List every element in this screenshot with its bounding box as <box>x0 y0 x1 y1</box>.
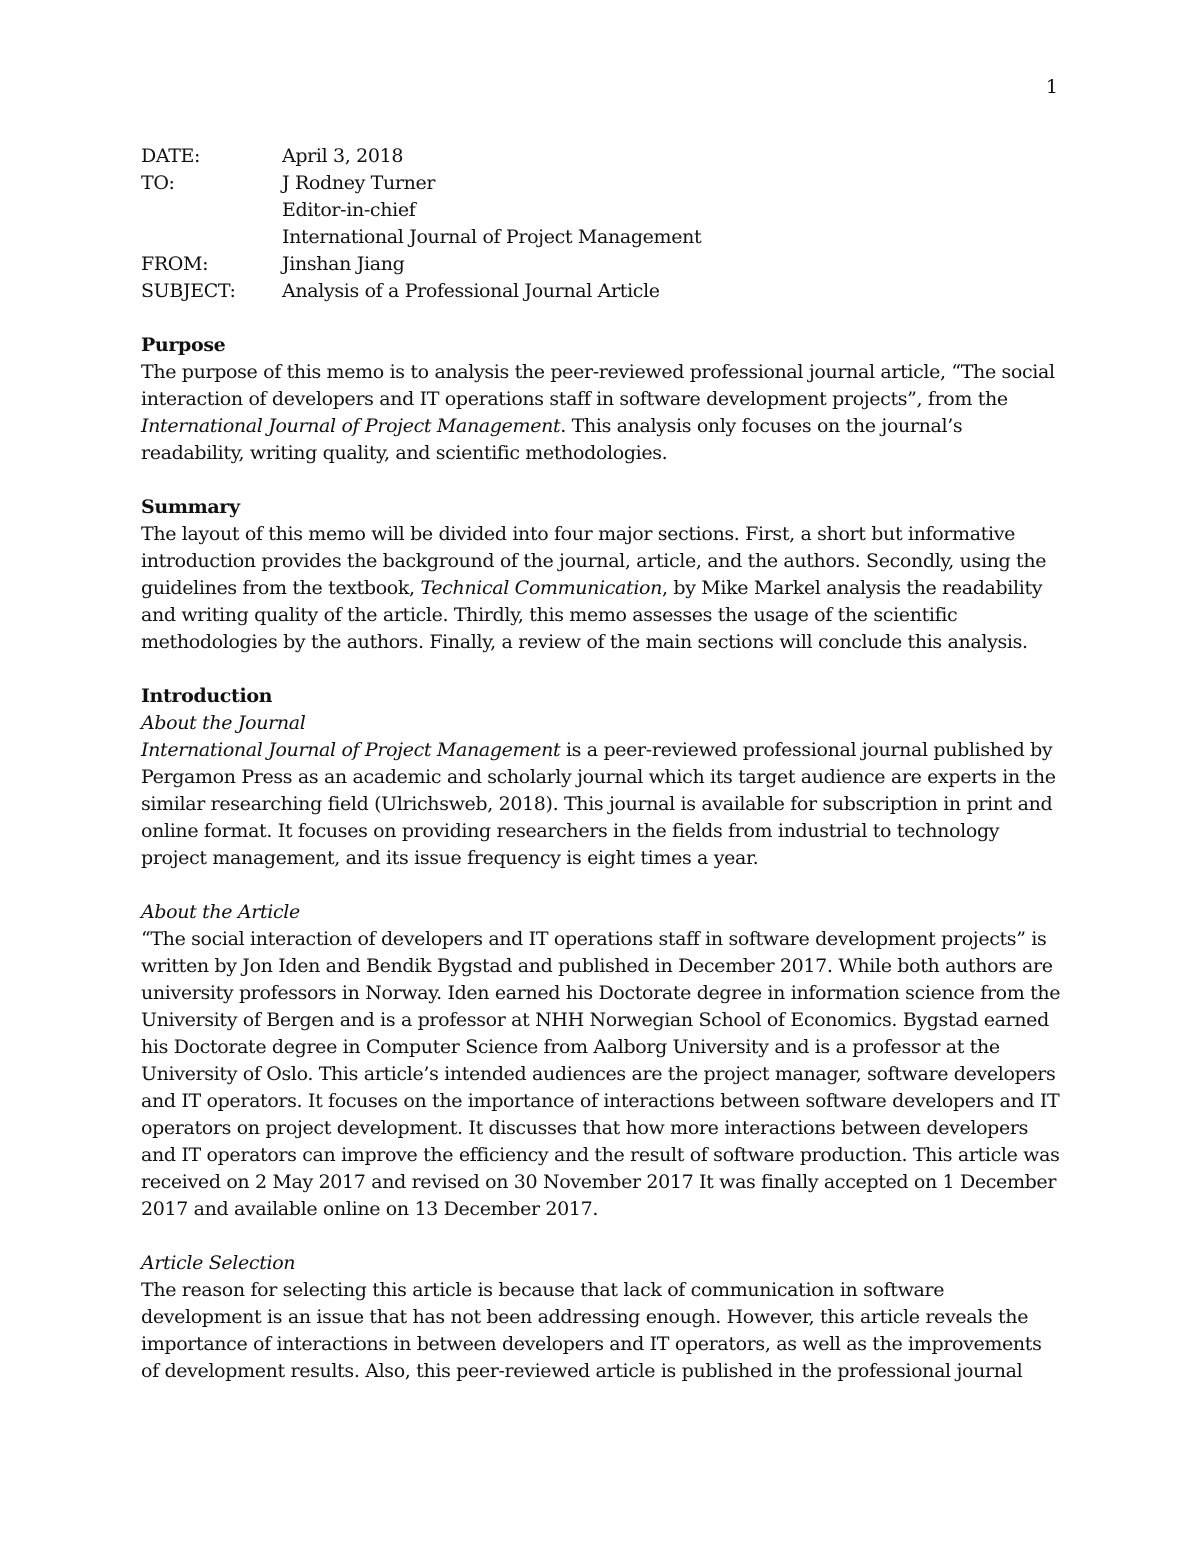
memo-to-row-2 <box>141 197 1063 224</box>
article-selection-heading: Article Selection <box>141 1252 296 1274</box>
memo-header <box>141 143 1063 305</box>
purpose-text-part-1: The purpose of this memo is to analysis the peer-reviewed professional journal article, “The social interaction of developers and IT operations staff in software development projects”, from the <box>141 361 1055 410</box>
memo-date-row <box>141 143 1063 170</box>
from-value: Jinshan Jiang <box>282 253 405 275</box>
purpose-paragraph <box>141 359 1063 467</box>
memo-to-row <box>141 170 1063 197</box>
about-journal-text: is a peer-reviewed professional journal published by Pergamon Press as an academic and scholarly journal which its target audience are experts in the similar researching field (Ulrichsweb, 2018). This journal is available for subscription in print and online format. It focuses on providing researchers in the fields from industrial to technology project management, and its issue frequency is eight times a year. <box>141 739 1056 869</box>
to-recipient-name: J Rodney Turner <box>282 172 436 194</box>
summary-heading: Summary <box>141 496 240 518</box>
page-number: 1 <box>1045 76 1058 98</box>
purpose-text-part-2: . This analysis only focuses on the journal’s readability, writing quality, and scientific methodologies. <box>141 415 963 464</box>
purpose-section <box>141 332 1063 467</box>
about-article-paragraph: “The social interaction of developers and IT operations staff in software development projects” is written by Jon Iden and Bendik Bygstad and published in December 2017. While both authors are university professors in Norway. Iden earned his Doctorate degree in information science from the University of Bergen and is a professor at NHH Norwegian School of Economics. Bygstad earned his Doctorate degree in Computer Science from Aalborg University and is a professor at the University of Oslo. This article’s intended audiences are the project manager, software developers and IT operators. It focuses on the importance of interactions between software developers and IT operators on project development. It discusses that how more interactions between developers and IT operators can improve the efficiency and the result of software production. This article was received on 2 May 2017 and revised on 30 November 2017 It was finally accepted on 1 December 2017 and available online on 13 December 2017. <box>141 928 1061 1220</box>
subject-label: SUBJECT: <box>141 280 236 302</box>
to-recipient-title: Editor-in-chief <box>282 199 416 221</box>
to-recipient-organization: International Journal of Project Management <box>282 226 702 248</box>
purpose-journal-name: International Journal of Project Management <box>141 415 561 437</box>
summary-textbook-name: Technical Communication <box>420 577 663 599</box>
summary-section <box>141 494 1063 656</box>
summary-text-part-1: The layout of this memo will be divided into four major sections. First, a short but informative introduction provides the background of the journal, article, and the authors. Secondly, using the guidelines from the textbook, <box>141 523 1047 599</box>
subject-value: Analysis of a Professional Journal Article <box>282 280 660 302</box>
date-label: DATE: <box>141 145 201 167</box>
memo-to-row-3 <box>141 224 1063 251</box>
to-label: TO: <box>141 172 175 194</box>
article-selection-paragraph: The reason for selecting this article is because that lack of communication in software development is an issue that has not been addressing enough. However, this article reveals the importance of interactions in between developers and IT operators, as well as the improvements of development results. Also, this peer-reviewed article is published in the professional journal <box>141 1279 1042 1382</box>
summary-paragraph <box>141 521 1063 656</box>
about-journal-name: International Journal of Project Management <box>141 739 561 761</box>
memo-content <box>141 143 1063 1385</box>
memo-from-row <box>141 251 1063 278</box>
about-journal-paragraph <box>141 737 1063 872</box>
introduction-heading: Introduction <box>141 685 273 707</box>
summary-text-part-2: , by Mike Markel analysis the readability and writing quality of the article. Thirdly, this memo assesses the usage of the scientific methodologies by the authors. Finally, a review of the main sections will conclude this analysis. <box>141 577 1043 653</box>
date-value: April 3, 2018 <box>282 145 404 167</box>
memo-label-spacer <box>141 224 282 251</box>
introduction-section <box>141 683 1063 1385</box>
article-selection-subsection <box>141 1250 1063 1385</box>
memo-subject-row <box>141 278 1063 305</box>
about-article-subsection <box>141 899 1063 1223</box>
purpose-heading: Purpose <box>141 334 226 356</box>
about-article-heading: About the Article <box>141 901 300 923</box>
about-journal-subsection <box>141 710 1063 872</box>
memo-label-spacer <box>141 197 282 224</box>
from-label: FROM: <box>141 253 209 275</box>
about-journal-heading: About the Journal <box>141 712 306 734</box>
